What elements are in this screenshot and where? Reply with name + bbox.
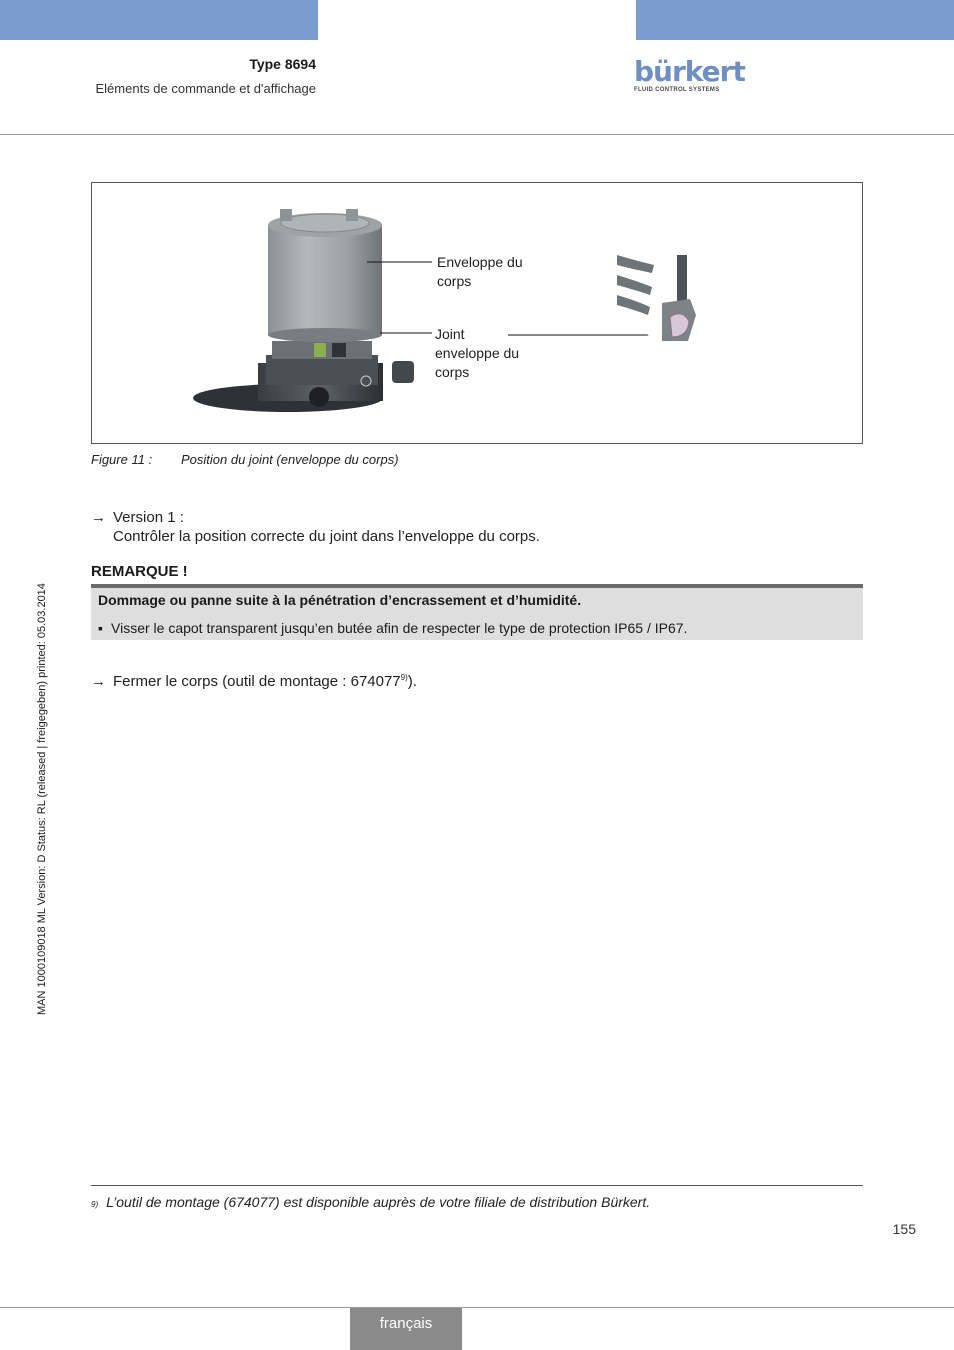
figure-caption-text: Position du joint (enveloppe du corps) xyxy=(181,452,399,467)
figure-caption xyxy=(91,452,399,467)
remark-item xyxy=(98,620,687,636)
footnote-text: L’outil de montage (674077) est disponible auprès de votre filiale de distribution Bürkert. xyxy=(106,1194,651,1210)
housing-cylinder xyxy=(268,209,382,342)
document-side-note: MAN 1000109018 ML Version: D Status: RL (released | freigegeben) printed: 05.03.2014 xyxy=(36,583,48,1015)
step-version-1-label: Version 1 : xyxy=(113,509,184,526)
device-base xyxy=(193,341,414,412)
callout-seal-line1: Joint xyxy=(435,326,465,342)
arrow-icon: → xyxy=(91,673,106,690)
header-divider xyxy=(0,134,954,135)
callout-seal-line3: corps xyxy=(435,364,470,380)
footnote-marker: 9) xyxy=(91,1200,99,1209)
section-subtitle: Eléments de commande et d'affichage xyxy=(95,81,316,96)
arrow-icon: → xyxy=(91,509,106,526)
logo-wordmark: bürkert xyxy=(634,55,745,88)
remark-heading: REMARQUE ! xyxy=(91,563,188,580)
footer-divider xyxy=(0,1307,954,1308)
figure-caption-number: Figure 11 : xyxy=(91,452,153,467)
seal-detail xyxy=(617,255,696,343)
step-version-1 xyxy=(91,508,184,527)
step-version-1-text: Contrôler la position correcte du joint dans l’enveloppe du corps. xyxy=(113,528,540,545)
bullet-icon: ▪ xyxy=(98,620,103,636)
callout-seal-line2: enveloppe du xyxy=(435,345,520,361)
callout-seal xyxy=(435,325,519,382)
header-bar-left xyxy=(0,0,318,40)
footnote-divider xyxy=(91,1185,863,1186)
callout-housing-line2: corps xyxy=(437,273,472,289)
figure-illustration xyxy=(92,183,862,443)
language-tab: français xyxy=(350,1308,462,1350)
figure-frame xyxy=(91,182,863,444)
callout-housing-line1: Enveloppe du xyxy=(437,254,523,270)
callout-housing xyxy=(437,253,523,291)
logo-tagline: FLUID CONTROL SYSTEMS xyxy=(634,87,720,93)
step-close-body xyxy=(91,668,417,691)
step-close-body-end: ). xyxy=(407,673,417,690)
page-number: 155 xyxy=(892,1221,916,1237)
burkert-logo xyxy=(634,55,745,98)
remark-item-text: Visser le capot transparent jusqu’en butée afin de respecter le type de protection IP65 / IP67. xyxy=(111,620,688,636)
header-bar-right xyxy=(636,0,954,40)
footnote-ref: 9) xyxy=(400,673,408,682)
doc-type-title: Type 8694 xyxy=(249,56,316,72)
remark-title: Dommage ou panne suite à la pénétration d’encrassement et d’humidité. xyxy=(98,592,582,608)
footnote xyxy=(91,1194,650,1210)
step-close-body-text: Fermer le corps (outil de montage : 674077 xyxy=(113,673,401,690)
